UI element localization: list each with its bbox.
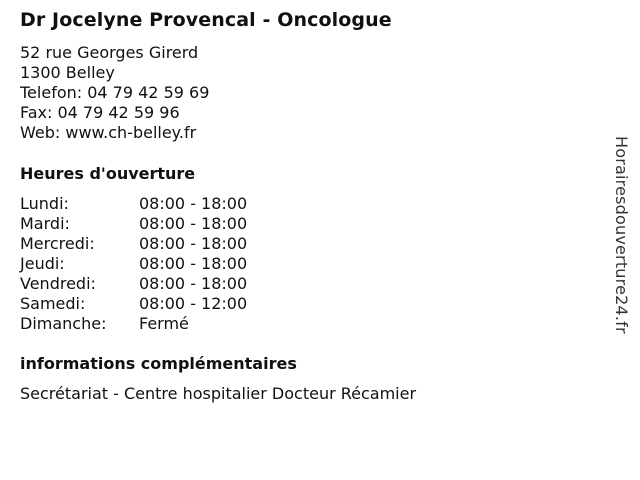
- hours-time: 08:00 - 18:00: [139, 274, 248, 293]
- hours-day: Mardi:: [20, 214, 70, 233]
- website: Web: www.ch-belley.fr: [20, 123, 197, 142]
- address-block: [20, 43, 209, 143]
- site-watermark: Horairesdouverture24.fr: [612, 136, 631, 334]
- page-title: Dr Jocelyne Provencal - Oncologue: [20, 9, 392, 31]
- hours-time: 08:00 - 18:00: [139, 254, 248, 273]
- address-street: 52 rue Georges Girerd: [20, 43, 199, 62]
- hours-time: 08:00 - 18:00: [139, 234, 248, 253]
- hours-day: Dimanche:: [20, 314, 107, 333]
- info-text: Secrétariat - Centre hospitalier Docteur Récamier: [20, 384, 417, 403]
- hours-time: 08:00 - 18:00: [139, 214, 248, 233]
- hours-day: Mercredi:: [20, 234, 95, 253]
- hours-heading: Heures d'ouverture: [20, 164, 196, 183]
- info-heading: informations complémentaires: [20, 354, 297, 373]
- address-city: 1300 Belley: [20, 63, 115, 82]
- hours-day: Lundi:: [20, 194, 69, 213]
- hours-day: Samedi:: [20, 294, 86, 313]
- hours-day: Vendredi:: [20, 274, 96, 293]
- phone-number: Telefon: 04 79 42 59 69: [20, 83, 210, 102]
- hours-time: 08:00 - 12:00: [139, 294, 248, 313]
- hours-time: Fermé: [139, 314, 189, 333]
- fax-number: Fax: 04 79 42 59 96: [20, 103, 180, 122]
- hours-time: 08:00 - 18:00: [139, 194, 248, 213]
- hours-day: Jeudi:: [20, 254, 65, 273]
